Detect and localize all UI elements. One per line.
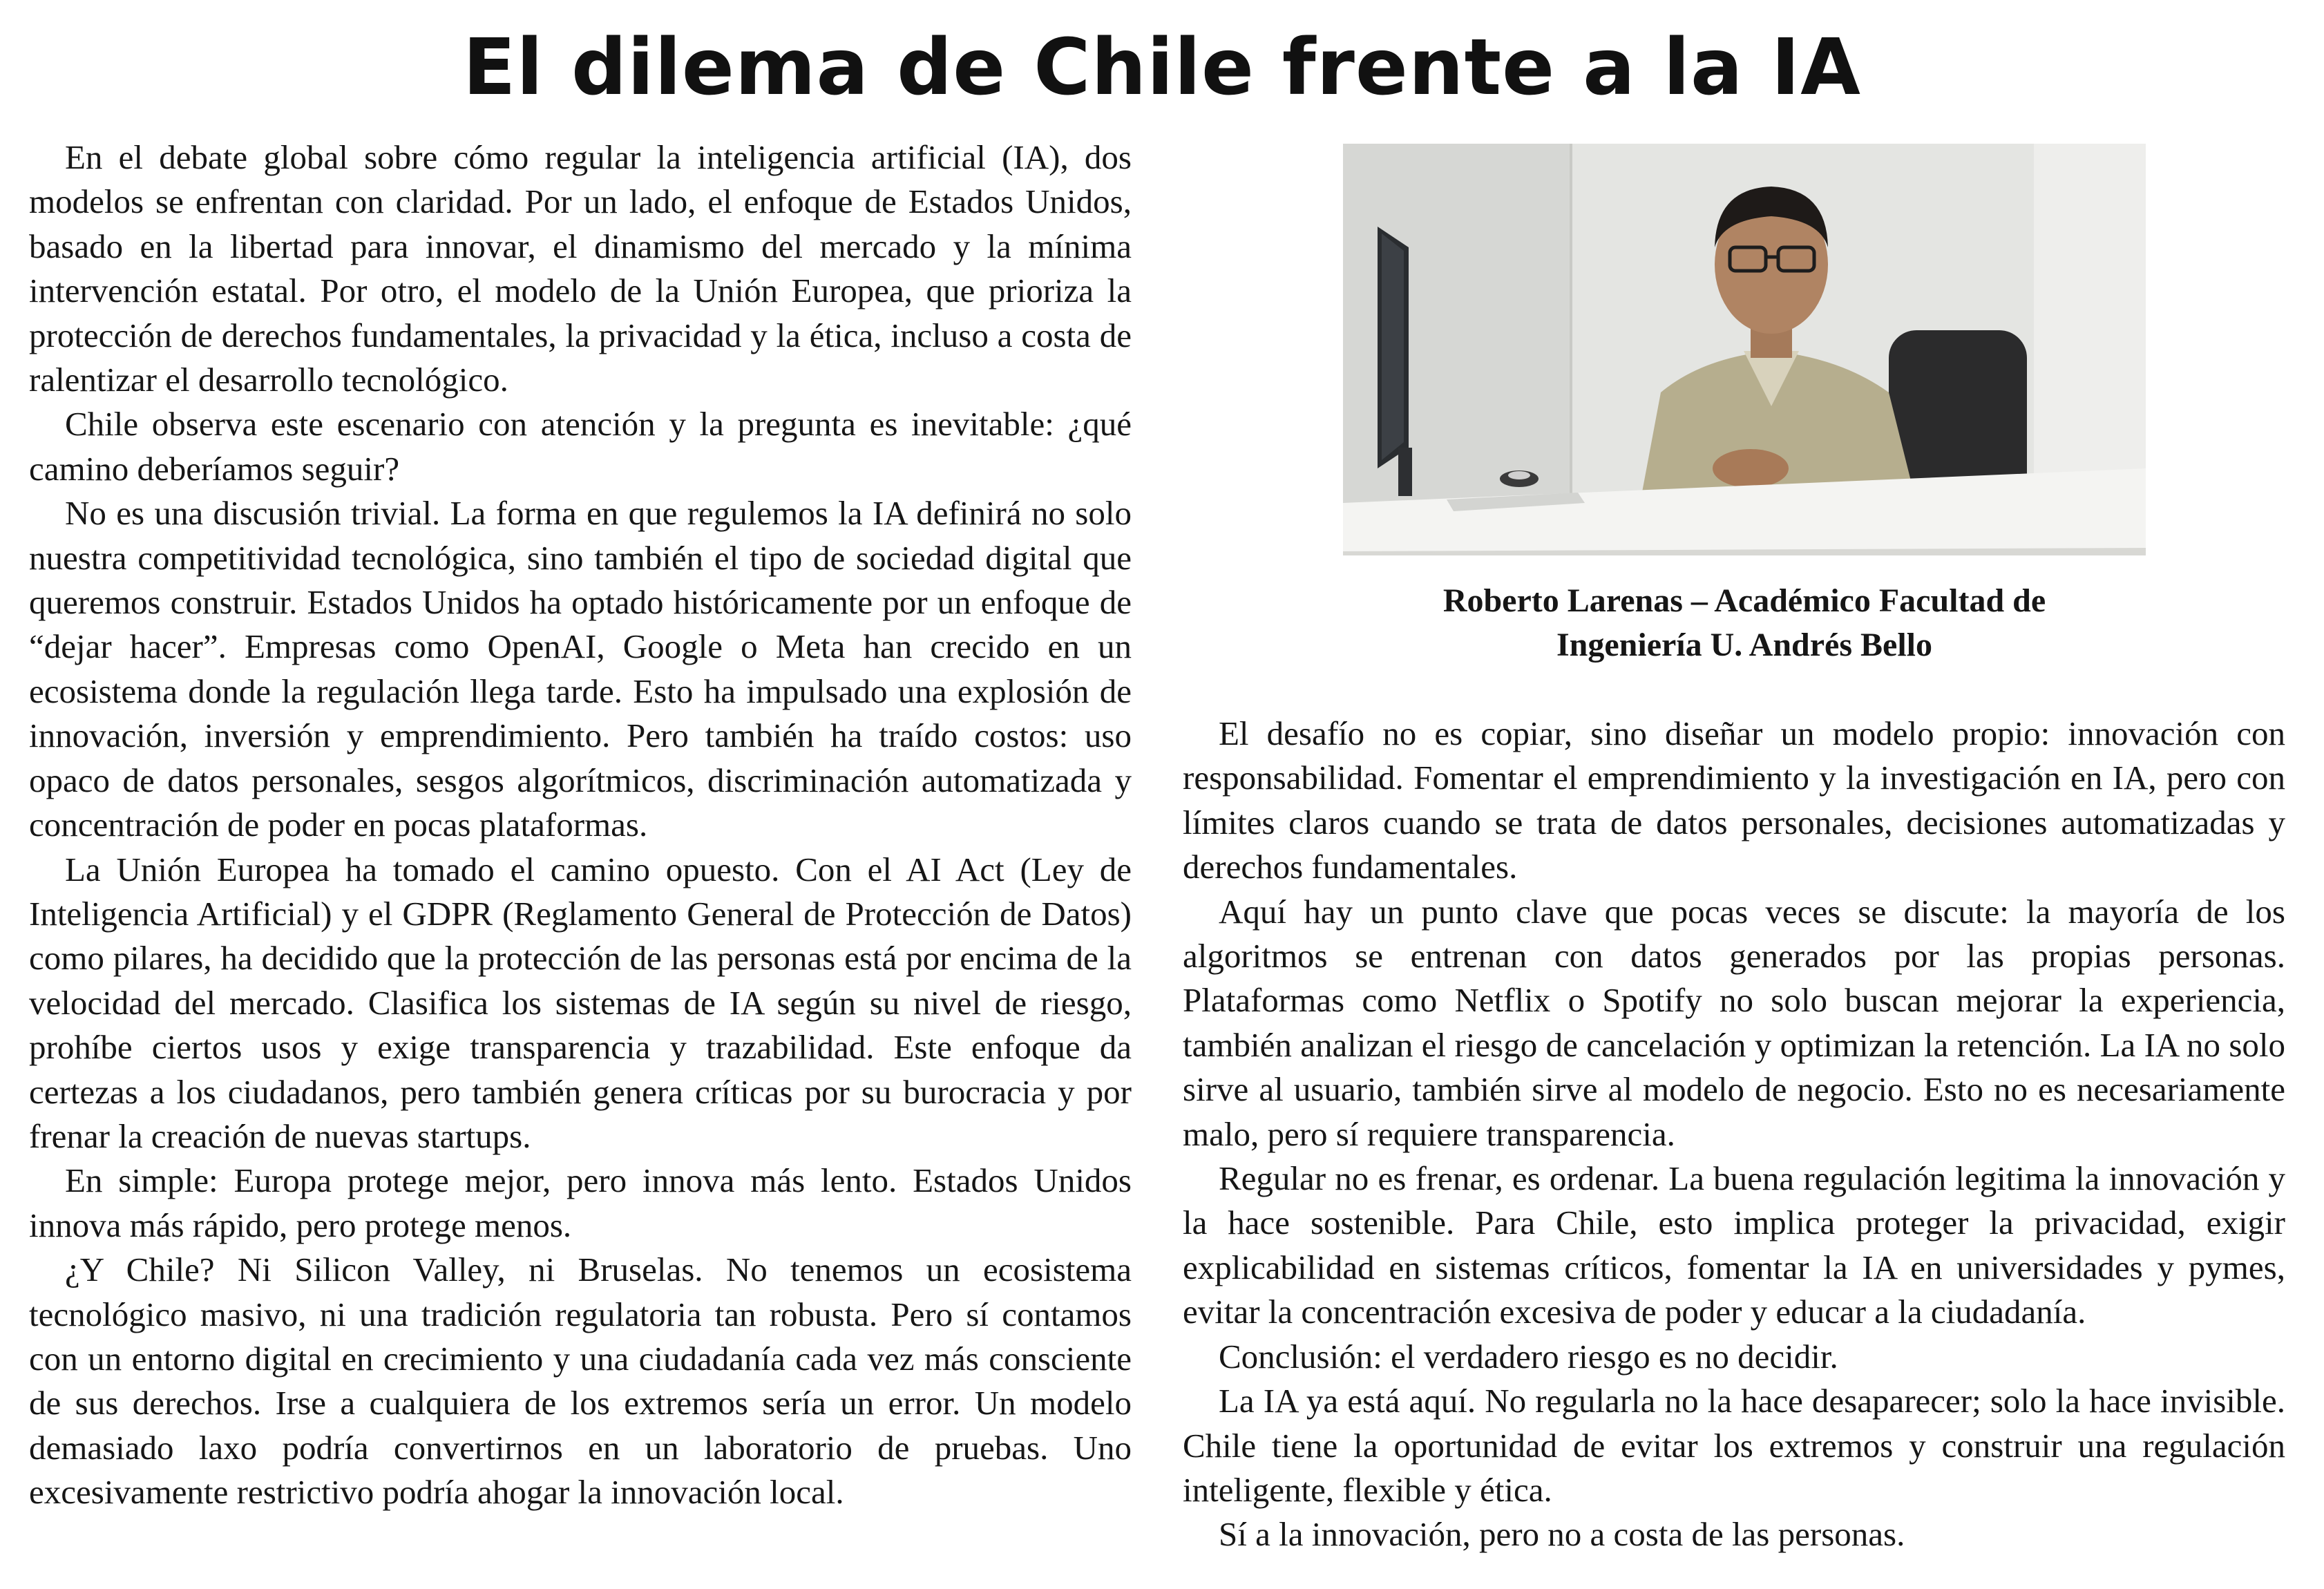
paragraph: Aquí hay un punto clave que pocas veces se discute: la mayoría de los algoritmos se entrenan con datos generados por las propias personas. Plataformas como Netflix o Spotify no solo buscan mejorar la experiencia, también analizan el riesgo de cancelación y optimizan la retención. La IA no solo sirve al usuario, también sirve al modelo de negocio. Esto no es necesariamente malo, pero sí requiere transparencia. [1183,892,2285,1153]
paragraph: En el debate global sobre cómo regular la inteligencia artificial (IA), dos modelos se enfrentan con claridad. Por un lado, el enfoque de Estados Unidos, basado en la libertad para innovar, el dinamismo del mercado y la mínima intervención estatal. Por otro, el modelo de la Unión Europea, que prioriza la protección de derechos fundamentales, la privacidad y la ética, incluso a costa de ralentizar el desarrollo tecnológico. [29,138,1132,399]
paragraph: Regular no es frenar, es ordenar. La buena regulación legitima la innovación y la hace sostenible. Para Chile, esto implica proteger la privacidad, exigir explicabilidad en sistemas críticos, fomentar la IA en universidades y pymes, evitar la concentración excesiva de poder y educar a la ciudadanía. [1183,1159,2285,1331]
paragraph: El desafío no es copiar, sino diseñar un modelo propio: innovación con responsabilidad. Fomentar el emprendimiento y la investigación en IA, pero con límites claros cuando se trata de datos personales, decisiones automatizadas y derechos fundamentales. [1183,714,2285,886]
paragraph: No es una discusión trivial. La forma en que regulemos la IA definirá no solo nuestra competitividad tecnológica, sino también el tipo de sociedad digital que queremos construir. Estados Unidos ha optado históricamente por un enfoque de “dejar hacer”. Empresas como OpenAI, Google o Meta han crecido en un ecosistema donde la regulación llega tarde. Esto ha impulsado una explosión de innovación, inversión y emprendimiento. Pero también ha traído costos: uso opaco de datos personales, sesgos algorítmicos, discriminación automatizada y concentración de poder en pocas plataformas. [29,494,1132,844]
paragraph: La IA ya está aquí. No regularla no la hace desaparecer; solo la hace invisible. Chile tiene la oportunidad de evitar los extremos y construir una regulación inteligente, flexible y ética. [1183,1382,2285,1509]
paragraph: La Unión Europea ha tomado el camino opuesto. Con el AI Act (Ley de Inteligencia Artificial) y el GDPR (Reglamento General de Protección de Datos) como pilares, ha decidido que la protección de las personas está por encima de la velocidad del mercado. Clasifica los sistemas de IA según su nivel de riesgo, prohíbe ciertos usos y exige transparencia y trazabilidad. Este enfoque da certezas a los ciudadanos, pero también genera críticas por su burocracia y por frenar la creación de nuevas startups. [29,850,1132,1155]
article-title: El dilema de Chile frente a la IA [463,23,1861,113]
caption-line: Ingeniería U. Andrés Bello [1556,627,1932,663]
paragraph: En simple: Europa protege mejor, pero innova más lento. Estados Unidos innova más rápido, pero protege menos. [29,1161,1132,1244]
photo-caption [1313,579,2176,667]
paragraph: Chile observa este escenario con atención y la pregunta es inevitable: ¿qué camino deberíamos seguir? [29,405,1132,488]
paragraph: Sí a la innovación, pero no a costa de las personas. [1219,1515,1905,1554]
author-photo [1343,144,2146,555]
left-column [29,135,1132,1515]
caption-line: Roberto Larenas – Académico Facultad de [1442,582,2046,619]
paragraph: Conclusión: el verdadero riesgo es no decidir. [1219,1337,1838,1376]
right-column [1183,712,2285,1557]
paragraph: ¿Y Chile? Ni Silicon Valley, ni Bruselas. No tenemos un ecosistema tecnológico masivo, ni una tradición regulatoria tan robusta. Pero sí contamos con un entorno digital en crecimiento y una ciudadanía cada vez más consciente de sus derechos. Irse a cualquiera de los extremos sería un error. Un modelo demasiado laxo podría convertirnos en un laboratorio de pruebas. Uno excesivamente restrictivo podría ahogar la innovación local. [29,1250,1132,1512]
